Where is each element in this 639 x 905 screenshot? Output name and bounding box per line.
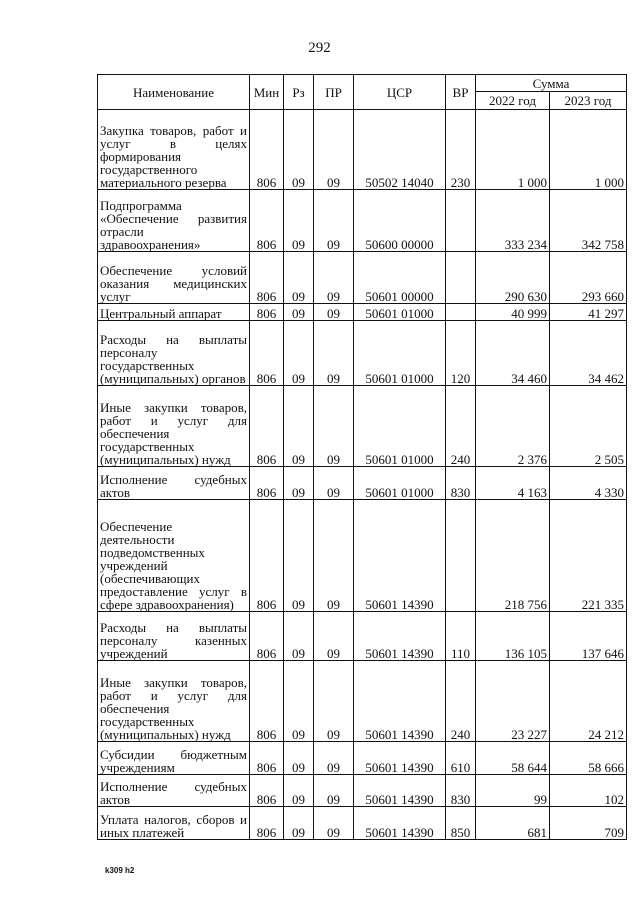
row-sum-2023: 24 212: [550, 661, 627, 742]
row-vr: 850: [446, 807, 476, 840]
row-sum-2022: 290 630: [476, 252, 550, 304]
row-vr: [446, 304, 476, 321]
row-csr: 50601 00000: [354, 252, 446, 304]
header-year-2022: 2022 год: [476, 92, 550, 110]
footer-code: k309 h2: [105, 866, 135, 875]
table-row: [98, 321, 627, 386]
row-csr: 50601 14390: [354, 612, 446, 661]
row-sum-2022: 1 000: [476, 110, 550, 190]
row-sum-2022: 40 999: [476, 304, 550, 321]
row-sum-2023: 102: [550, 775, 627, 807]
row-sum-2022: 99: [476, 775, 550, 807]
row-vr: 830: [446, 467, 476, 500]
row-min: 806: [250, 467, 284, 500]
table-row: [98, 775, 627, 807]
row-vr: 830: [446, 775, 476, 807]
row-vr: 240: [446, 386, 476, 467]
row-csr: 50601 14390: [354, 742, 446, 775]
row-sum-2022: 681: [476, 807, 550, 840]
row-min: 806: [250, 742, 284, 775]
budget-table: [97, 74, 627, 840]
row-min: 806: [250, 304, 284, 321]
row-csr: 50601 14390: [354, 500, 446, 612]
row-name: Обеспечение деятельности подведомственных учреждений (обеспечивающих предоставление услуг в сфере здравоохранения): [98, 500, 250, 612]
row-rz: 09: [284, 775, 314, 807]
row-sum-2023: 221 335: [550, 500, 627, 612]
row-csr: 50601 14390: [354, 775, 446, 807]
row-sum-2023: 342 758: [550, 190, 627, 252]
table-row: [98, 304, 627, 321]
row-sum-2023: 4 330: [550, 467, 627, 500]
header-rz: Рз: [284, 75, 314, 110]
row-rz: 09: [284, 304, 314, 321]
row-min: 806: [250, 661, 284, 742]
row-name: Уплата налогов, сборов и иных платежей: [98, 807, 250, 840]
row-pr: 09: [314, 321, 354, 386]
row-pr: 09: [314, 612, 354, 661]
row-vr: 230: [446, 110, 476, 190]
row-rz: 09: [284, 467, 314, 500]
row-vr: 240: [446, 661, 476, 742]
row-rz: 09: [284, 612, 314, 661]
row-name: Центральный аппарат: [98, 304, 250, 321]
row-name: Подпрограмма «Обеспечение развития отрасли здравоохранения»: [98, 190, 250, 252]
row-vr: [446, 252, 476, 304]
row-rz: 09: [284, 661, 314, 742]
row-min: 806: [250, 500, 284, 612]
row-sum-2022: 58 644: [476, 742, 550, 775]
row-sum-2022: 2 376: [476, 386, 550, 467]
row-name: Расходы на выплаты персоналу государственных (муниципальных) органов: [98, 321, 250, 386]
row-name: Закупка товаров, работ и услуг в целях формирования государственного материального резерва: [98, 110, 250, 190]
row-csr: 50601 14390: [354, 807, 446, 840]
row-sum-2023: 41 297: [550, 304, 627, 321]
row-min: 806: [250, 321, 284, 386]
row-sum-2023: 2 505: [550, 386, 627, 467]
row-csr: 50600 00000: [354, 190, 446, 252]
row-pr: 09: [314, 775, 354, 807]
row-rz: 09: [284, 110, 314, 190]
row-name: Исполнение судебных актов: [98, 775, 250, 807]
row-pr: 09: [314, 742, 354, 775]
table-row: [98, 190, 627, 252]
row-csr: 50502 14040: [354, 110, 446, 190]
row-min: 806: [250, 110, 284, 190]
row-pr: 09: [314, 807, 354, 840]
row-vr: 610: [446, 742, 476, 775]
table-row: [98, 386, 627, 467]
row-pr: 09: [314, 386, 354, 467]
row-name: Обеспечение условий оказания медицинских услуг: [98, 252, 250, 304]
page-number: 292: [308, 40, 331, 56]
row-pr: 09: [314, 500, 354, 612]
row-csr: 50601 01000: [354, 321, 446, 386]
row-sum-2022: 4 163: [476, 467, 550, 500]
row-min: 806: [250, 190, 284, 252]
table-row: [98, 612, 627, 661]
row-min: 806: [250, 775, 284, 807]
row-vr: 120: [446, 321, 476, 386]
header-sum: Сумма: [476, 75, 627, 92]
row-rz: 09: [284, 252, 314, 304]
row-pr: 09: [314, 661, 354, 742]
header-pr: ПР: [314, 75, 354, 110]
row-csr: 50601 01000: [354, 386, 446, 467]
row-name: Субсидии бюджетным учреждениям: [98, 742, 250, 775]
row-sum-2022: 23 227: [476, 661, 550, 742]
row-pr: 09: [314, 190, 354, 252]
table-row: [98, 110, 627, 190]
row-sum-2023: 137 646: [550, 612, 627, 661]
row-name: Расходы на выплаты персоналу казенных учреждений: [98, 612, 250, 661]
row-vr: [446, 190, 476, 252]
row-rz: 09: [284, 190, 314, 252]
row-min: 806: [250, 252, 284, 304]
row-csr: 50601 14390: [354, 661, 446, 742]
row-sum-2022: 333 234: [476, 190, 550, 252]
row-min: 806: [250, 386, 284, 467]
row-sum-2023: 709: [550, 807, 627, 840]
row-name: Иные закупки товаров, работ и услуг для обеспечения государственных (муниципальных) нужд: [98, 386, 250, 467]
row-pr: 09: [314, 467, 354, 500]
row-vr: [446, 500, 476, 612]
header-vr: ВР: [446, 75, 476, 110]
row-sum-2022: 34 460: [476, 321, 550, 386]
row-pr: 09: [314, 252, 354, 304]
table-row: [98, 467, 627, 500]
row-sum-2022: 136 105: [476, 612, 550, 661]
row-csr: 50601 01000: [354, 467, 446, 500]
row-min: 806: [250, 807, 284, 840]
row-sum-2022: 218 756: [476, 500, 550, 612]
row-rz: 09: [284, 742, 314, 775]
row-name: Иные закупки товаров, работ и услуг для обеспечения государственных (муниципальных) нужд: [98, 661, 250, 742]
row-pr: 09: [314, 110, 354, 190]
row-rz: 09: [284, 807, 314, 840]
row-csr: 50601 01000: [354, 304, 446, 321]
header-csr: ЦСР: [354, 75, 446, 110]
row-sum-2023: 34 462: [550, 321, 627, 386]
row-rz: 09: [284, 500, 314, 612]
row-name: Исполнение судебных актов: [98, 467, 250, 500]
table-row: [98, 807, 627, 840]
row-min: 806: [250, 612, 284, 661]
row-sum-2023: 1 000: [550, 110, 627, 190]
row-sum-2023: 58 666: [550, 742, 627, 775]
header-year-2023: 2023 год: [550, 92, 627, 110]
table-row: [98, 500, 627, 612]
table-row: [98, 252, 627, 304]
table-row: [98, 742, 627, 775]
table-row: [98, 661, 627, 742]
row-rz: 09: [284, 321, 314, 386]
header-min: Мин: [250, 75, 284, 110]
row-pr: 09: [314, 304, 354, 321]
row-vr: 110: [446, 612, 476, 661]
row-sum-2023: 293 660: [550, 252, 627, 304]
row-rz: 09: [284, 386, 314, 467]
header-name: Наименование: [98, 75, 250, 110]
